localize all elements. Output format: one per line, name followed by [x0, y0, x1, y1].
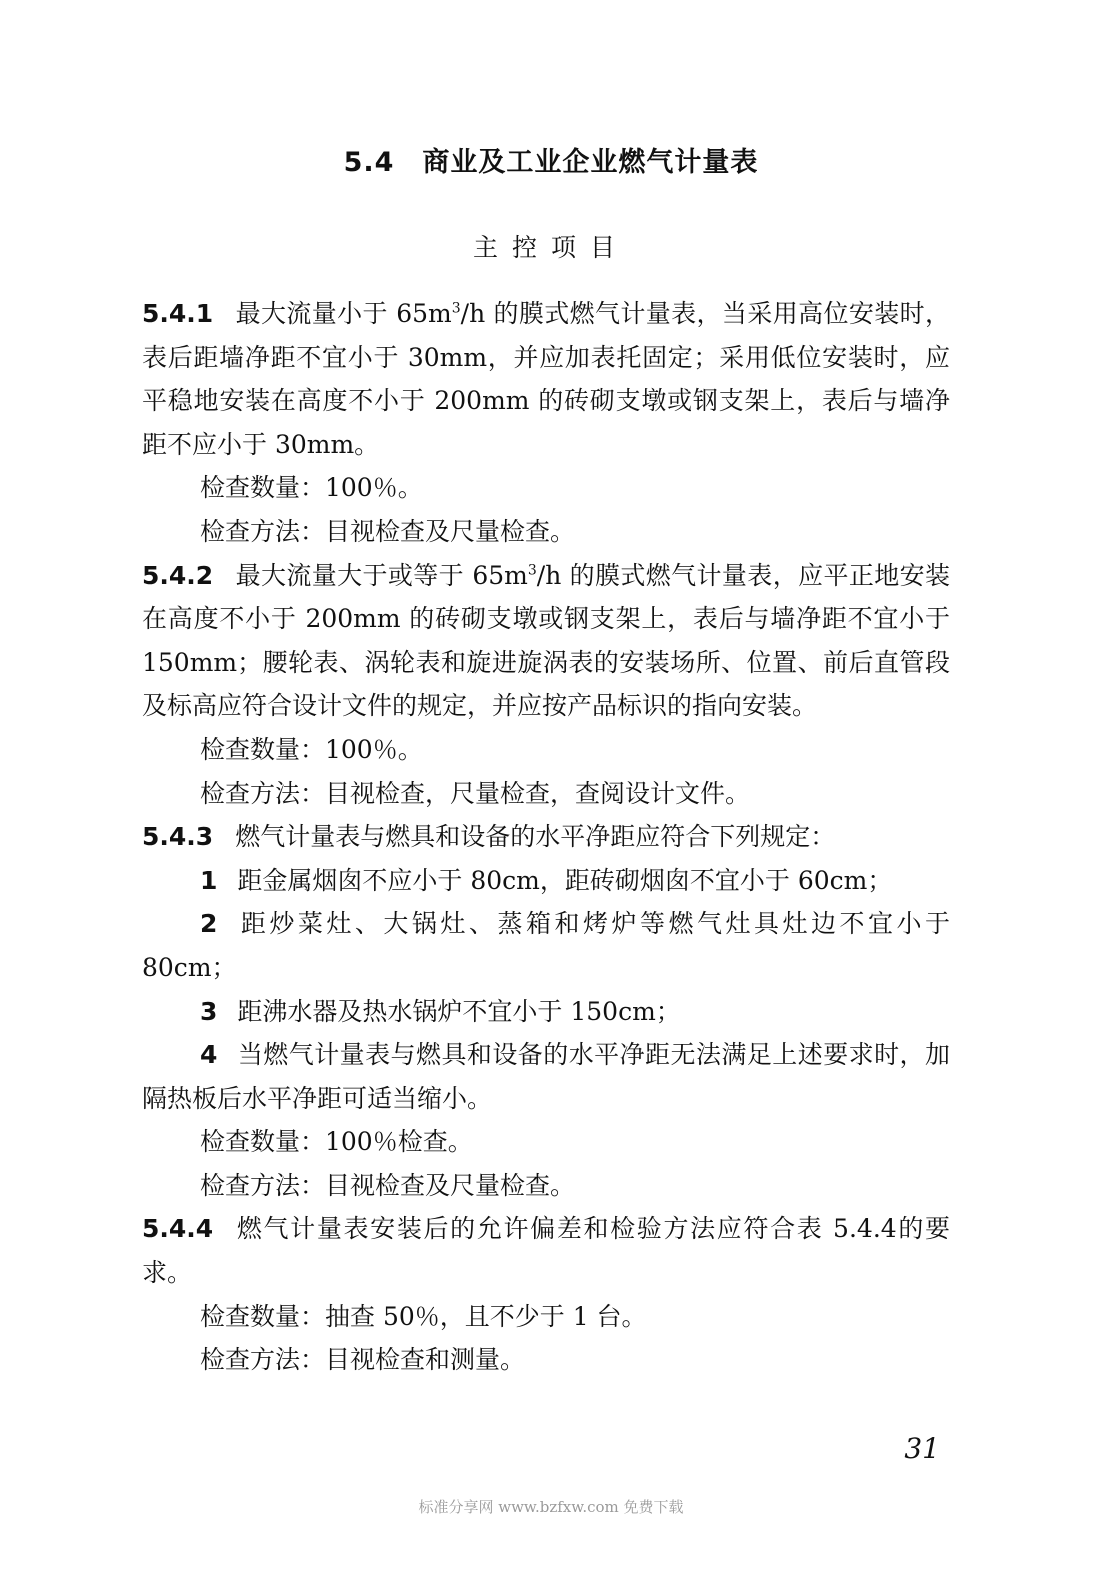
check-quantity: 检查数量：100％检查。 [200, 1127, 473, 1157]
section-heading [0, 140, 1102, 179]
list-item [142, 990, 950, 1034]
section-number: 5.4 [343, 147, 395, 178]
clause-number: 5.4.4 [142, 1214, 214, 1244]
clause-text: 燃气计量表与燃具和设备的水平净距应符合下列规定： [235, 822, 836, 852]
list-item [142, 1033, 950, 1120]
list-item [142, 902, 950, 989]
check-quantity: 检查数量：抽查 50％，且不少于 1 台。 [200, 1301, 647, 1331]
item-number: 3 [200, 996, 218, 1026]
item-text: 距金属烟囱不应小于 80cm，距砖砌烟囱不宜小于 60cm； [237, 865, 893, 895]
clause-5-4-1 [142, 292, 950, 466]
clause-text: 最大流量小于 65m [235, 299, 452, 328]
check-method: 检查方法：目视检查和测量。 [200, 1345, 526, 1375]
subsection-heading: 主控项目 [472, 233, 629, 262]
clause-text: 燃气计量表安装后的允许偏差和检验方法应符合表 5.4.4的要求。 [142, 1214, 950, 1288]
clause-number: 5.4.1 [142, 299, 214, 328]
check-quantity: 检查数量：100％。 [200, 473, 423, 503]
superscript: 3 [527, 562, 537, 579]
clause-text-cont: /h 的膜式燃气计量表，应平正地安装在高度不小于 200mm 的砖砌支墩或钢支架上，表后与墙净距不宜小于 150mm；腰轮表、涡轮表和旋进旋涡表的安装场所、位置、前后直管段及标高应符合设计文件的规定，并应按产品标识的指向安装。 [142, 560, 950, 721]
check-method: 检查方法：目视检查，尺量检查，查阅设计文件。 [200, 778, 751, 808]
clause-text: 最大流量大于或等于 65m [235, 560, 528, 590]
body-text [142, 292, 950, 1382]
item-number: 4 [200, 1040, 218, 1070]
check-method: 检查方法：目视检查及尺量检查。 [200, 1170, 576, 1200]
item-number: 1 [200, 865, 218, 895]
item-text: 当燃气计量表与燃具和设备的水平净距无法满足上述要求时，加隔热板后水平净距可适当缩小。 [142, 1040, 950, 1113]
clause-number: 5.4.2 [142, 560, 214, 590]
page-number: 31 [904, 1432, 940, 1465]
check-method: 检查方法：目视检查及尺量检查。 [200, 516, 576, 546]
clause-5-4-4 [142, 1207, 950, 1294]
clause-5-4-2 [142, 554, 950, 728]
list-item [142, 859, 950, 903]
clause-5-4-3 [142, 815, 950, 859]
item-text: 距沸水器及热水锅炉不宜小于 150cm； [237, 996, 681, 1026]
section-title: 商业及工业企业燃气计量表 [422, 147, 759, 178]
item-number: 2 [200, 909, 218, 939]
clause-text-cont: /h 的膜式燃气计量表，当采用高位安装时，表后距墙净距不宜小于 30mm，并应加表托固定；采用低位安装时，应平稳地安装在高度不小于 200mm 的砖砌支墩或钢支架上，表后与墙净距不应小于 30mm。 [142, 299, 950, 459]
footer-watermark: 标准分享网 www.bzfxw.com 免费下载 [418, 1498, 684, 1516]
superscript: 3 [451, 300, 461, 317]
check-quantity: 检查数量：100％。 [200, 734, 423, 764]
clause-number: 5.4.3 [142, 822, 214, 852]
item-text: 距炒菜灶、大锅灶、蒸箱和烤炉等燃气灶具灶边不宜小于 80cm； [142, 909, 950, 982]
